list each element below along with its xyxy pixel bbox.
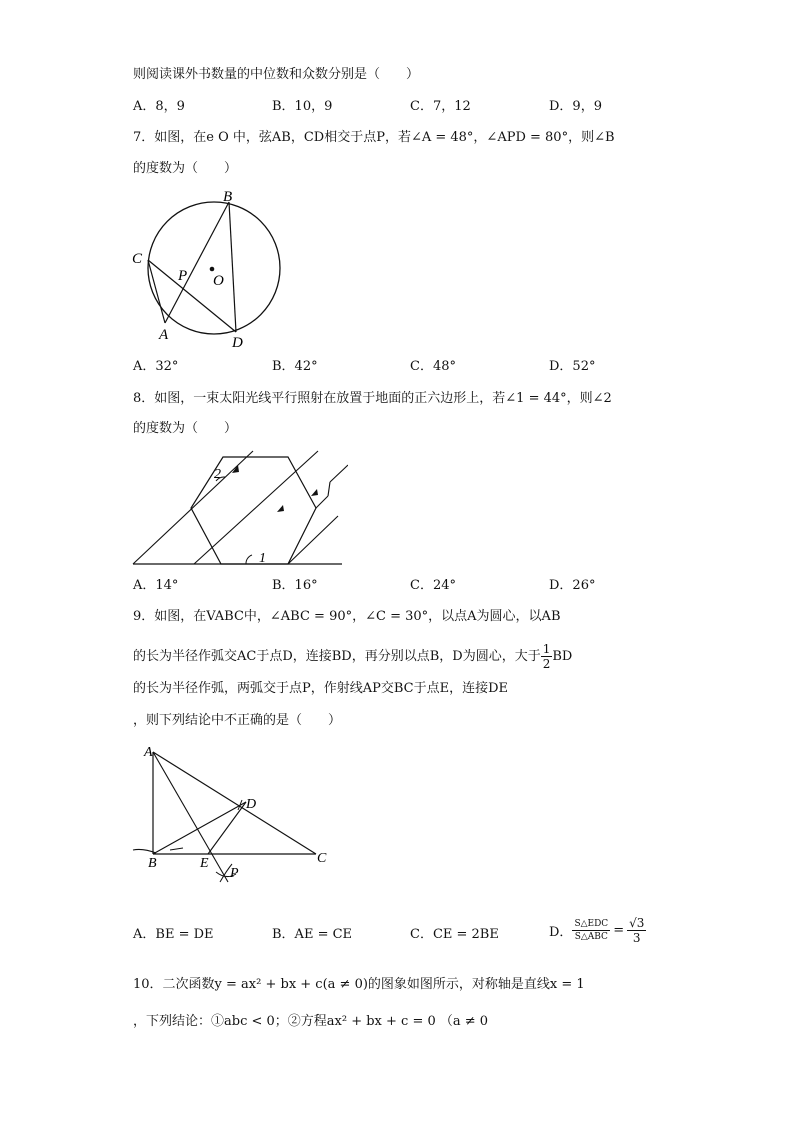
- segment-ca: [148, 260, 165, 323]
- ray-ap: [153, 752, 228, 882]
- q7-option-c: C．48°: [410, 359, 456, 374]
- arc-mark-b: [170, 848, 183, 850]
- label-b: B: [223, 189, 233, 205]
- segment-de: [208, 802, 246, 854]
- sun-ray-2: [194, 451, 318, 564]
- sun-ray-3-upper: [316, 496, 328, 508]
- q8-stem-line1: 8．如图，一束太阳光线平行照射在放置于地面的正六边形上，若∠1 = 44°，则∠2: [133, 391, 612, 406]
- sun-ray-3: [288, 516, 338, 564]
- q7-option-d: D．52°: [549, 359, 596, 374]
- q8-option-c: C．24°: [410, 578, 456, 593]
- q7-option-b: B．42°: [272, 359, 318, 374]
- q9-option-a: A．BE = DE: [133, 927, 214, 942]
- angle-1-arc: [246, 555, 252, 564]
- label-angle-1: 1: [259, 551, 266, 566]
- label-d: D: [232, 335, 243, 350]
- q7-circle-figure: [128, 185, 288, 350]
- q6-option-b: B．10，9: [272, 99, 333, 114]
- q6-option-c: C．7，12: [410, 99, 471, 114]
- label-b: B: [148, 856, 157, 871]
- label-e: E: [200, 856, 209, 871]
- side-ac: [153, 752, 316, 854]
- q8-option-a: A．14°: [133, 578, 179, 593]
- q10-stem-line2: ，下列结论：①abc < 0；②方程ax² + bx + c = 0 （a ≠ 0: [133, 1014, 489, 1029]
- q9-option-c: C．CE = 2BE: [410, 927, 499, 942]
- arrow-head-2: [277, 505, 284, 512]
- chord-ab: [165, 202, 229, 323]
- q8-option-b: B．16°: [272, 578, 318, 593]
- label-angle-2: 2: [214, 467, 221, 482]
- q9-stem-line1: 9．如图，在VABC中，∠ABC = 90°，∠C = 30°，以点A为圆心，以AB: [133, 609, 561, 624]
- label-p: P: [230, 866, 239, 881]
- segment-bd: [153, 802, 246, 854]
- q7-option-a: A．32°: [133, 359, 179, 374]
- q7-stem-line2: 的度数为（ ）: [133, 161, 238, 176]
- label-c: C: [132, 251, 143, 267]
- sun-ray-1: [133, 451, 253, 564]
- q8-hexagon-figure: [128, 448, 348, 573]
- q9-stem-line2: 的长为半径作弧交AC于点D，连接BD，再分别以点B，D为圆心，大于 $\frac{1}{2}$ BD: [133, 642, 573, 671]
- arrow-head-3: [311, 489, 318, 496]
- q10-stem-line1: 10．二次函数y = ax² + bx + c(a ≠ 0)的图象如图所示，对称轴是直线x = 1: [133, 977, 585, 992]
- q9-triangle-figure: [128, 742, 343, 892]
- label-p: P: [178, 268, 188, 284]
- label-a: A: [159, 327, 169, 343]
- question-6-stem-tail: 则阅读课外书数量的中位数和众数分别是（ ）: [133, 67, 420, 82]
- q9-option-d: D． $\frac{\text{S△EDC}}{\text{S△ABC}}$ = $\frac{√3}{3}$: [549, 916, 645, 945]
- label-d: D: [246, 797, 257, 812]
- q9-stem-line4: ，则下列结论中不正确的是（ ）: [133, 713, 342, 728]
- arrow-head-1: [232, 465, 239, 473]
- fraction-one-half: $\frac{1}{2}$: [542, 642, 551, 671]
- q8-option-d: D．26°: [549, 578, 596, 593]
- label-a: A: [144, 745, 153, 760]
- label-c: C: [317, 851, 327, 866]
- q7-stem-line1: 7．如图，在e O 中，弦AB，CD相交于点P，若∠A = 48°，∠APD = 80°，则∠B: [133, 130, 615, 145]
- q6-option-a: A．8，9: [133, 99, 185, 114]
- q8-stem-line2: 的度数为（ ）: [133, 421, 238, 436]
- q9-option-b: B．AE = CE: [272, 927, 353, 942]
- q6-option-d: D．9，9: [549, 99, 602, 114]
- segment-bd: [229, 202, 236, 332]
- center-point-o: [210, 267, 215, 272]
- label-o: O: [213, 273, 224, 289]
- q9-stem-line3: 的长为半径作弧，两弧交于点P，作射线AP交BC于点E，连接DE: [133, 681, 509, 696]
